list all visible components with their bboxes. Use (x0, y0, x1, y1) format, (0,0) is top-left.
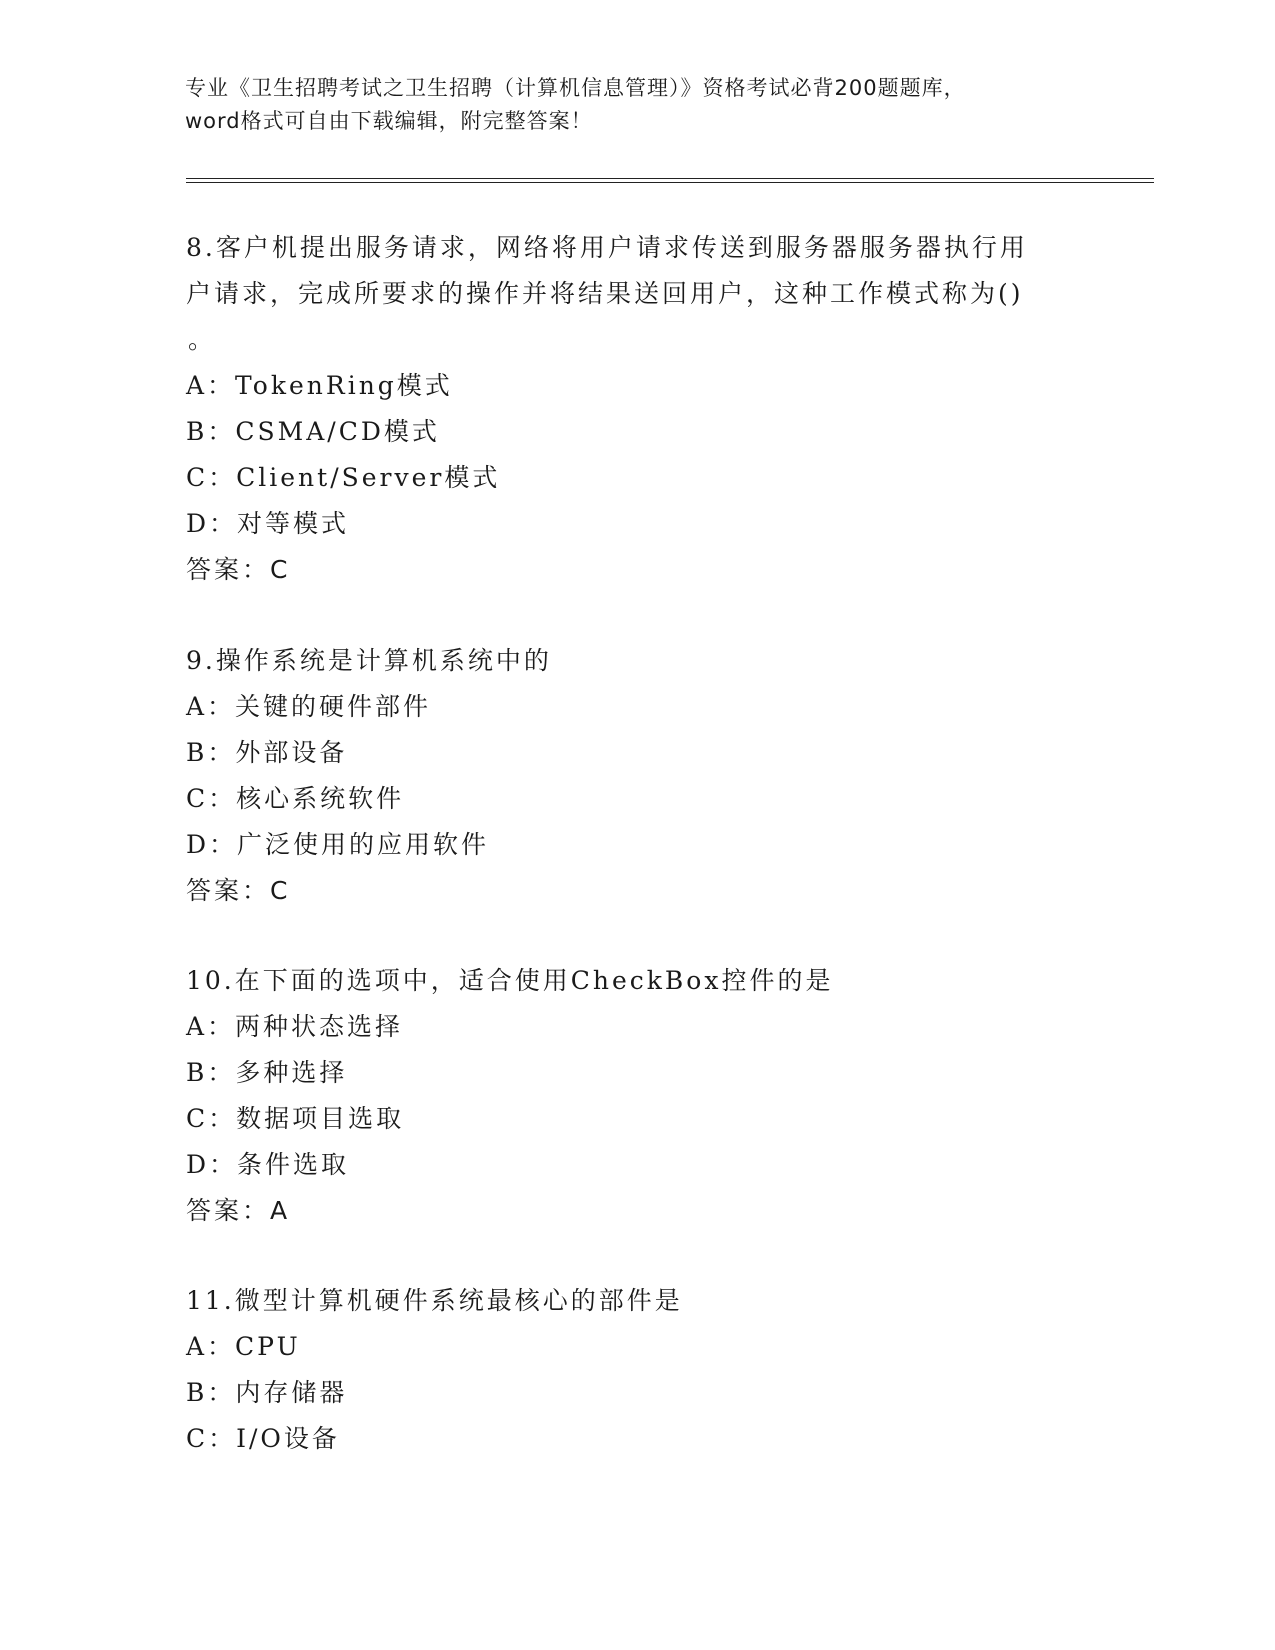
question-stem: 11.微型计算机硬件系统最核心的部件是 (186, 1286, 683, 1315)
option-d: D：对等模式 (186, 509, 350, 538)
option-c: C：Client/Server模式 (186, 463, 501, 492)
option-b: B：多种选择 (186, 1058, 348, 1087)
header-divider-top (186, 178, 1154, 179)
question-stem: 8.客户机提出服务请求，网络将用户请求传送到服务器服务器执行用 (186, 233, 1028, 262)
question-stem: 9.操作系统是计算机系统中的 (186, 646, 552, 675)
header-line-1: 专业《卫生招聘考试之卫生招聘（计算机信息管理）》资格考试必背200题题库， (185, 76, 966, 100)
question-stem: 。 (188, 325, 217, 354)
option-b: B：内存储器 (186, 1378, 348, 1407)
option-b: B：CSMA/CD模式 (186, 417, 440, 446)
option-b: B：外部设备 (186, 738, 348, 767)
option-a: A：CPU (186, 1332, 301, 1361)
option-d: D：广泛使用的应用软件 (186, 830, 490, 859)
option-c: C：数据项目选取 (186, 1104, 405, 1133)
question-11 (186, 1278, 1066, 1462)
answer: 答案：C (186, 555, 291, 584)
document-header (185, 72, 1085, 138)
option-a: A：TokenRing模式 (186, 371, 453, 400)
answer: 答案：C (186, 876, 291, 905)
option-c: C：I/O设备 (186, 1424, 340, 1453)
option-a: A：关键的硬件部件 (186, 692, 432, 721)
question-stem: 10.在下面的选项中，适合使用CheckBox控件的是 (186, 966, 834, 995)
option-a: A：两种状态选择 (186, 1012, 404, 1041)
option-c: C：核心系统软件 (186, 784, 405, 813)
question-10 (186, 958, 1066, 1234)
option-d: D：条件选取 (186, 1150, 350, 1179)
question-9 (186, 638, 1066, 914)
question-8 (186, 225, 1066, 593)
header-line-2: word格式可自由下载编辑，附完整答案！ (185, 109, 593, 133)
header-divider-bottom (186, 182, 1154, 183)
answer: 答案：A (186, 1196, 291, 1225)
question-stem: 户请求，完成所要求的操作并将结果送回用户，这种工作模式称为() (186, 279, 1024, 308)
